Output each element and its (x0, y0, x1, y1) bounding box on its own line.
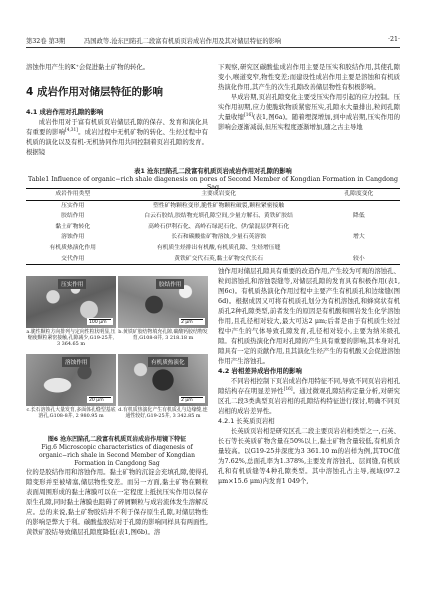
subsection-heading: 4.2 岩相差异成岩作用的影响 (218, 367, 302, 375)
table-cell: 高岭石伊利石化、高岭石绿泥石化、伊/蒙混层伊利石化 (148, 223, 290, 230)
panel-tag: 溶蚀作用 (62, 357, 90, 367)
table-header-row (26, 189, 400, 201)
table-row (26, 200, 400, 211)
table-cell: 有机质热演化作用 (49, 244, 96, 251)
subsubsection-heading: 4.2.1 长英质页岩相 (218, 417, 275, 425)
header-rule (26, 47, 400, 48)
table-cell: 降低 (353, 213, 365, 220)
subsection-heading: 4.1 成岩作用对孔隙的影响 (26, 108, 104, 116)
table-cell: 溶蚀作用 (61, 234, 85, 241)
paragraph: 成岩作用对于富有机质页岩储层孔隙的保存、发育和演化具有重要的影响[4,31]。成岩过程中无机矿物的转化、生烃过程中有机质的演化以及有机-无机协同作用共同控制着页岩孔隙的发育。根据镜 (26, 118, 209, 156)
scale-bar: 2 μm (179, 318, 205, 326)
panel-caption: d.有机质热演化产生有机质孔与边缘缝,连通性较好,G19-25井, 3 342.85 m (118, 407, 208, 420)
left-column-top (26, 62, 208, 72)
table-cell: 较小 (353, 255, 365, 262)
panel-tag: 胶结作用 (156, 279, 184, 289)
micrograph-b (118, 276, 208, 328)
table-cell: 长石和碳酸盐矿物溶蚀,少量石英溶蚀 (171, 234, 266, 241)
table-row (26, 254, 400, 265)
table-caption-cn: 表1 沧东凹陷孔二段富有机质页岩成岩作用对孔隙的影响 (134, 168, 292, 175)
left-column-body (26, 107, 208, 157)
table-cell (318, 243, 400, 254)
paragraph: 溶蚀作用产生的K⁺会促进黏土矿物的转化。 (26, 63, 150, 71)
table-cell: 黏土矿物转化 (55, 223, 91, 230)
table-cell: 白云石胶结,胶结物充填孔隙空间,少量方解石、黄铁矿胶结 (144, 213, 293, 220)
table-row (26, 222, 400, 233)
table-header: 成岩作用类型 (55, 191, 91, 197)
table-caption-en: Table1 Influence of organic−rich shale diagenesis on pores of Second Member of Kongdian Formation in Cangdong Sag (28, 176, 398, 191)
table-cell: 压实作用 (61, 202, 85, 209)
paragraph: 蚀作用对储层孔隙具有重要的改造作用,产生较为可观的溶蚀孔、粒间溶蚀孔和溶蚀裂缝等,对储层孔隙的发育具有积极作用(表1,图6c)。有机质热演化作用过程中主要产生有机质孔和边缘缝(图6d)。根据成因又可将有机质孔划分为有机溶蚀孔和蜂窝状有机质孔2种孔隙类型,前者发生的原因是有机酸和围岩发生化学溶蚀作用,且孔径相对较大,最大可达2 μm;后者是由于有机质生烃过程中产生的气体导致孔隙发育,孔径相对较小,主要为纳米级孔隙。有机质热演化作用对孔隙的产生具有重要的影响,其本身对孔隙具有一定的贡献作用,且其演化生烃产生的有机酸又会促进溶蚀作用产生溶蚀孔。 (218, 267, 400, 365)
paragraph: 早成岩期,页岩孔隙变化主要受压实作用引起的应力控制。压实作用初期,应力使脆软物质紧密压实,孔隙水大量排出,粒间孔隙大量收缩[16](表1,图6a)。随着埋深增加,到中成岩期,压实作用的影响会逐渐减弱,但压实程度逐渐增加,随之古主导地 (218, 93, 400, 131)
paragraph: 长英质页岩相是研究区孔二段主要页岩岩相类型之一,石英、长石等长英质矿物含量在50%以上,黏土矿物含量较低,有机质含量较高。以G19-25井深度为3 361.10 m的岩样为例,其TOC值为7.62%,总面孔率为1.378%,主要发育溶蚀孔、层间缝,有机质孔和有机质缝等4种孔隙类型。其中溶蚀孔占主导,视域(97.2 μm×15.6 μm)内发育1 049个, (218, 427, 400, 485)
panel-tag: 压实作用 (58, 279, 86, 289)
table-cell (318, 222, 400, 233)
micrograph-d (118, 354, 208, 406)
micrograph-a (26, 276, 116, 328)
paragraph: 下观察,研究区碳酸盐成岩作用主要是压实和胶结作用,其使孔隙变小,喉道变窄,物性变差;而建设性成岩作用主要是溶蚀和有机质热演化作用,其产生的次生孔隙改善储层物性有积极影响。 (218, 63, 400, 91)
paragraph: 位的是胶结作用和溶蚀作用。黏土矿物的沉淀会充填孔隙,使得孔隙变形并至被堵塞,储层物性变差。而另一方面,黏土矿物在颗粒表面周围形成的黏土薄膜可以在一定程度上抵抗压实作用以保存原生孔隙,同时黏土薄膜也阻碍了碎屑颗粒与成岩流体发生溶解反应。总的来说,黏土矿物胶结并不利于保存原生孔隙,对储层物性的影响是弊大于利。碳酸盐胶结对于孔隙的影响同样具有两面性,黄铁矿胶结导致储层孔隙度降低(表1,图6b)。溶 (26, 468, 208, 536)
table-row (26, 232, 400, 243)
micrograph-c (26, 354, 116, 406)
table-cell: 黄铁矿交代石英,黏土矿物交代长石 (174, 255, 263, 262)
figure-caption-en: Fig.6 Microscopic characteristics of diagenesis of organic−rich shale in Second Member of Kongdian Formation in Cangdong Sag (39, 444, 195, 467)
table-cell: 塑性矿物颗粒变形,脆性矿物颗粒破裂,颗粒紧密接触 (153, 202, 285, 209)
right-column-body (218, 266, 400, 486)
page-number: ·21· (387, 36, 400, 43)
panel-caption: c.长石溶蚀孔大量发育,多面体孔缝型基底溶孔,G108-8井, 2 980.95 m (26, 407, 116, 420)
scale-bar: 100 μm (87, 318, 113, 326)
running-title: 冯国政等.沧东凹陷孔二段富有机质页岩成岩作用及其对储层特征的影响 (84, 38, 282, 45)
table-cell: 有机质生烃排出有机酸,有机质孔隙、生烃增压缝 (156, 244, 281, 251)
scale-bar: 2 μm (179, 396, 205, 404)
panel-caption: b.黄铁矿胶结物填充孔隙,碳酸钙胶结物发育,G108-8井, 3 218.18 m (118, 329, 208, 342)
table-header: 主要成岩变化 (201, 191, 236, 197)
table-cell: 增大 (353, 234, 365, 241)
table-cell: 交代作用 (61, 255, 85, 262)
table-diagenesis (26, 188, 400, 265)
table-row (26, 211, 400, 222)
table-row (26, 243, 400, 254)
journal-issue: 第32卷 第3期 (26, 38, 66, 45)
panel-tag: 有机质热演化 (148, 357, 188, 367)
figure-caption (26, 436, 208, 468)
table-cell (318, 200, 400, 211)
figure-6 (26, 276, 208, 436)
table-header: 孔隙度变化 (344, 191, 374, 197)
section-heading: 4 成岩作用对储层特征的影响 (26, 86, 163, 98)
scale-bar: 20 μm (87, 396, 113, 404)
panel-caption: a.脆性颗粒方向排列与定向性粒状明显,压缩使颗粒紧密接触,孔隙减少,G19-25井, 3 364.65 m (26, 329, 116, 348)
figure-caption-cn: 图6 沧东凹陷孔二段富有机质页岩成岩作用镜下特征 (47, 436, 187, 443)
paragraph: 不同岩相控制下页岩成岩作用特征不同,导致不同页岩岩相孔隙结构存在明显差异性[16]。通过微观孔隙结构定量分析,对研究区孔二段3类典型页岩岩相的孔隙结构特征进行探讨,明确不同页岩相的成岩差异性。 (218, 377, 401, 415)
right-column-top (218, 62, 400, 132)
table-cell: 胶结作用 (61, 213, 85, 220)
left-column-bottom (26, 467, 208, 537)
